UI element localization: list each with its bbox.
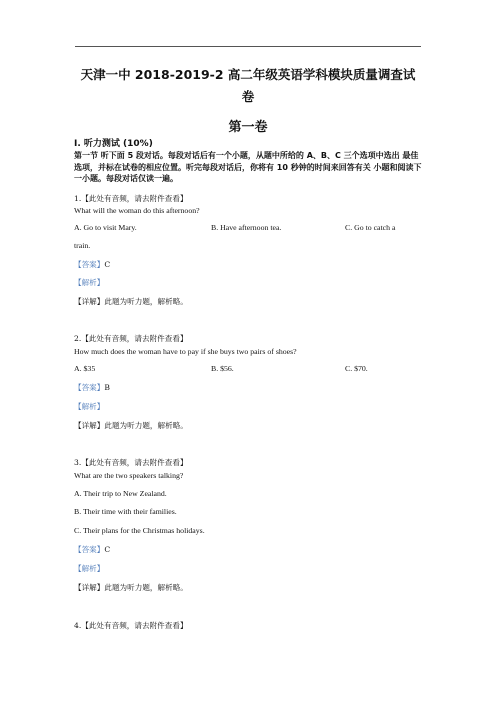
answer-tag: 【答案】 [74, 545, 105, 554]
q1-option-c: C. Go to catch a [345, 223, 396, 232]
section-instructions: 第一节 听下面 5 段对话。每段对话后有一个小题，从题中所给的 A、B、C 三个选项中选出 最佳选项，并标在试卷的相应位置。听完每段对话后，你将有 10 秒钟的时间来回答有关 小题和阅读下一小题。每段对话仅读一遍。 [74, 151, 422, 183]
exam-title [60, 64, 436, 108]
q2-option-c: C. $70. [345, 364, 368, 373]
answer-tag: 【答案】 [74, 383, 105, 392]
q3-analysis: 【解析】 [74, 564, 105, 573]
q2-stem[interactable]: 2.【此处有音频，请去附件查看】 [74, 334, 188, 343]
q1-detail: 【详解】此题为听力题，解析略。 [74, 297, 188, 306]
answer-value: B [104, 383, 110, 392]
q3-option-c: C. Their plans for the Christmas holidays. [74, 526, 205, 535]
title-line-2: 卷 [241, 89, 255, 104]
answer-value: C [104, 545, 111, 554]
q3-detail: 【详解】此题为听力题，解析略。 [74, 583, 188, 592]
q1-option-c-cont: train. [74, 241, 91, 250]
q4-stem[interactable]: 4.【此处有音频，请去附件查看】 [74, 621, 188, 630]
answer-value: C [104, 260, 111, 269]
q3-answer [74, 544, 110, 555]
title-line-1: 天津一中 2018-2019-2 高二年级英语学科模块质量调查试 [80, 67, 416, 82]
q2-analysis: 【解析】 [74, 402, 105, 411]
q1-answer [74, 259, 110, 270]
q2-question: How much does the woman have to pay if she buys two pairs of shoes? [74, 347, 297, 356]
listening-section [74, 138, 424, 185]
section-heading: I. 听力测试 (10%) [74, 139, 153, 149]
q3-option-b: B. Their time with their families. [74, 507, 177, 516]
q1-option-b: B. Have afternoon tea. [211, 223, 282, 232]
q1-option-a: A. Go to visit Mary. [74, 223, 137, 232]
q3-option-a: A. Their trip to New Zealand. [74, 489, 167, 498]
q2-option-b: B. $56. [211, 364, 234, 373]
q2-detail: 【详解】此题为听力题，解析略。 [74, 421, 188, 430]
part-title: 第一卷 [228, 120, 268, 135]
q3-question: What are the two speakers talking? [74, 471, 184, 480]
q1-question: What will the woman do this afternoon? [74, 206, 200, 215]
q1-stem[interactable]: 1.【此处有音频，请去附件查看】 [74, 194, 188, 203]
header-rule [75, 46, 421, 47]
q2-answer [74, 382, 110, 393]
q3-stem[interactable]: 3.【此处有音频，请去附件查看】 [74, 458, 188, 467]
answer-tag: 【答案】 [74, 260, 105, 269]
q2-option-a: A. $35 [74, 364, 96, 373]
q1-analysis: 【解析】 [74, 278, 105, 287]
